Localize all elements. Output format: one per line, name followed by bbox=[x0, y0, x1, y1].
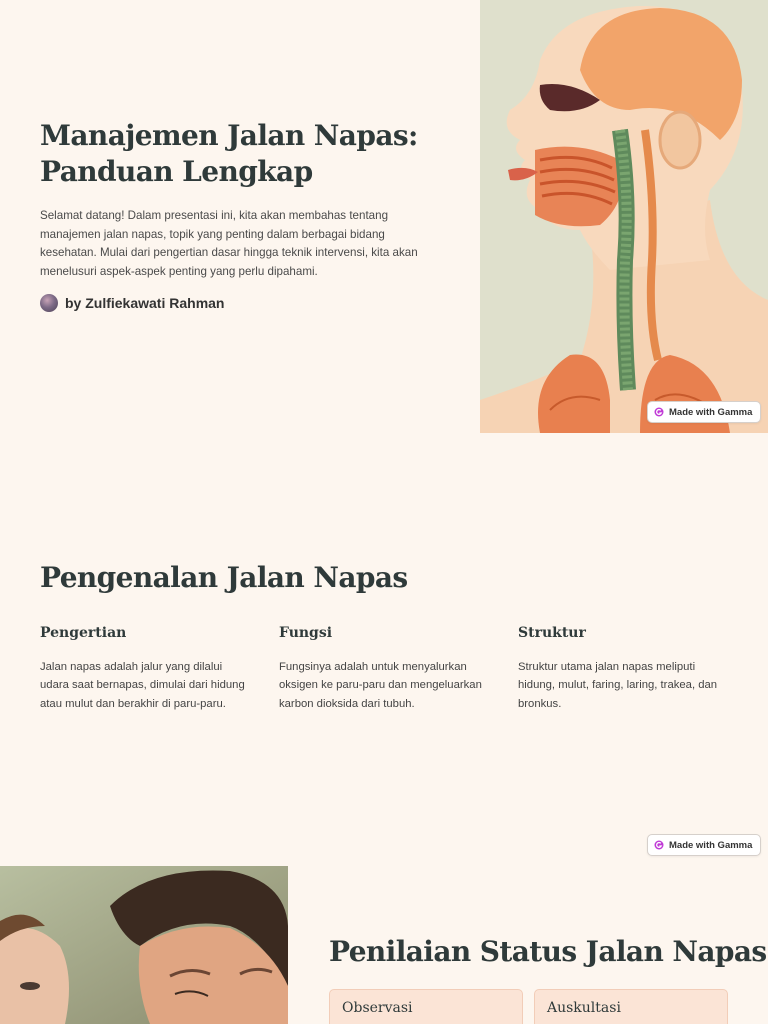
column-pengertian bbox=[40, 622, 252, 713]
card-observasi bbox=[329, 989, 523, 1024]
title-line-1: Manajemen Jalan Napas: bbox=[40, 119, 418, 152]
slide-introduction bbox=[0, 433, 768, 866]
column-fungsi bbox=[279, 622, 491, 713]
page-title bbox=[40, 118, 440, 190]
column-text: Fungsinya adalah untuk menyalurkan oksigen ke paru-paru dan mengeluarkan karbon dioksida dari tubuh. bbox=[279, 661, 482, 710]
made-with-gamma-badge[interactable] bbox=[647, 834, 761, 856]
gamma-logo-icon bbox=[654, 407, 664, 417]
column-text: Jalan napas adalah jalur yang dilalui udara saat bernapas, dimulai dari hidung atau mulut dan berakhir di paru-paru. bbox=[40, 661, 245, 710]
column-struktur bbox=[518, 622, 730, 713]
slide-assessment bbox=[0, 866, 768, 1024]
section-title: Pengenalan Jalan Napas bbox=[40, 561, 408, 594]
two-people-photo bbox=[0, 866, 288, 1024]
card-auskultasi bbox=[534, 989, 728, 1024]
author-name: by Zulfiekawati Rahman bbox=[65, 295, 225, 311]
avatar bbox=[40, 294, 58, 312]
patient-photo bbox=[0, 866, 288, 1024]
column-text: Struktur utama jalan napas meliputi hidung, mulut, faring, laring, trakea, dan bronkus. bbox=[518, 661, 718, 710]
card-heading: Auskultasi bbox=[547, 1000, 621, 1016]
column-heading: Struktur bbox=[518, 625, 586, 641]
title-line-2: Panduan Lengkap bbox=[40, 155, 313, 188]
badge-label: Made with Gamma bbox=[669, 406, 753, 418]
made-with-gamma-badge[interactable] bbox=[647, 401, 761, 423]
head-airway-illustration bbox=[480, 0, 768, 433]
column-heading: Fungsi bbox=[279, 625, 333, 641]
card-heading: Observasi bbox=[342, 1000, 413, 1016]
badge-label: Made with Gamma bbox=[669, 839, 753, 851]
slide-title bbox=[0, 0, 768, 433]
gamma-logo-icon bbox=[654, 840, 664, 850]
anatomy-illustration bbox=[480, 0, 768, 433]
intro-paragraph: Selamat datang! Dalam presentasi ini, kita akan membahas tentang manajemen jalan napas, topik yang penting dalam berbagai bidang kesehatan. Mulai dari pengertian dasar hingga teknik intervensi, kita akan menelusuri aspek-aspek penting yang perlu dipahami. bbox=[40, 209, 418, 278]
author-byline bbox=[40, 294, 224, 312]
column-heading: Pengertian bbox=[40, 625, 127, 641]
section-title: Penilaian Status Jalan Napas bbox=[329, 935, 767, 968]
